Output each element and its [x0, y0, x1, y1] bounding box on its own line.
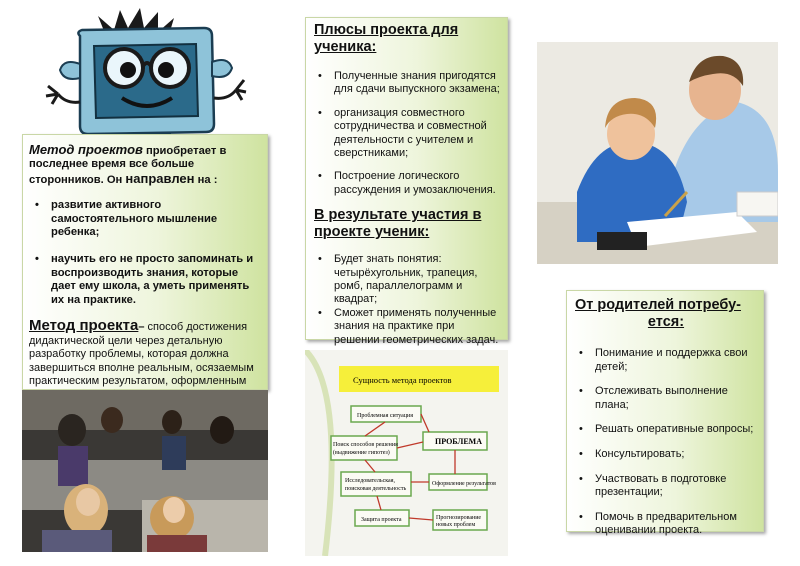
intro-emphasis: Метод проектов [29, 142, 143, 157]
mascot-monitor-illustration [36, 6, 250, 148]
list-item: • Будет знать понятия: четырёхугольник, трапеция, ромб, параллелограмм и квадрат; [312, 253, 501, 307]
diagram-box-search [331, 436, 397, 460]
diagram-label-search-b: (выдвижение гипотез) [333, 450, 390, 456]
diagram-label-forecast-a: Прогнозирование [436, 515, 482, 521]
student-benefits-heading: Плюсы проекта для ученика: [314, 22, 459, 55]
method-intro-panel [22, 134, 268, 390]
list-item: • Построение логического рассуждения и умозаключения. [312, 170, 501, 197]
student-benefits-panel [305, 17, 508, 346]
parent-requirements-panel [566, 290, 764, 537]
intro-paragraph [29, 143, 259, 187]
list-item: • научить его не просто запоминать и воспроизводить знания, которые дает ему школа, а уметь применять их на практике. [29, 253, 259, 307]
student-benefits-list [312, 70, 501, 197]
project-method-diagram [305, 350, 508, 556]
diagram-label-research-b: поисковая деятельность [345, 486, 407, 492]
result-heading: В результате участия в проекте ученик: [314, 207, 482, 241]
parent-requirements-heading [575, 297, 757, 331]
list-item: • Понимание и поддержка свои детей; [573, 347, 757, 374]
list-item: • Решать оперативные вопросы; [573, 423, 757, 437]
list-item: • Участвовать в подготовке презентации; [573, 473, 757, 500]
diagram-label-defense: Защита проекта [361, 517, 402, 523]
diagram-label-forecast-b: новых проблем [436, 522, 476, 528]
intro-bullet-list [29, 199, 259, 307]
definition-dash: – [138, 321, 145, 334]
diagram-label-results: Оформление результатов [432, 481, 496, 487]
list-item: • Отслеживать выполнение плана; [573, 385, 757, 412]
classroom-photo [22, 390, 268, 552]
diagram-label-problem: ПРОБЛЕМА [435, 437, 482, 446]
diagram-label-problem-situation: Проблемная ситуация [357, 413, 414, 419]
intro-end: на : [194, 173, 218, 186]
list-item: • Консультировать; [573, 448, 757, 462]
diagram-title: Сущность метода проектов [353, 375, 452, 385]
heading-line-2: ется: [647, 314, 685, 330]
list-item: • Помочь в предварительном оценивании проекта. [573, 511, 757, 538]
result-list [312, 253, 501, 347]
parent-requirements-list [573, 347, 757, 538]
diagram-box-research [341, 472, 411, 496]
intro-direction: направлен [125, 170, 195, 186]
list-item: • развитие активного самостоятельного мышление ребенка; [29, 199, 259, 239]
definition-text: способ достижения дидактической цели через детальную разработку проблемы, которая должна завершиться вполне реальным, осязаемым практическим результатом, оформленным [29, 321, 254, 388]
parent-child-photo [537, 42, 778, 264]
list-item: • Сможет применять полученные знания на практике при решении геометрических задач. [312, 307, 501, 347]
diagram-label-search-a: Поиск способов решения [333, 442, 398, 448]
list-item: • организация совместного сотрудничества и совместной деятельности с учителем и сверстниками; [312, 107, 501, 161]
diagram-label-research-a: Исследовательская, [345, 478, 395, 484]
intro-text: приобретает в последнее время все больше сторонников. Он [29, 145, 227, 186]
list-item: • Полученные знания пригодятся для сдачи выпускного экзамена; [312, 70, 501, 97]
definition-term: Метод проекта [29, 317, 139, 335]
heading-line-1: От родителей потребу- [575, 297, 741, 313]
